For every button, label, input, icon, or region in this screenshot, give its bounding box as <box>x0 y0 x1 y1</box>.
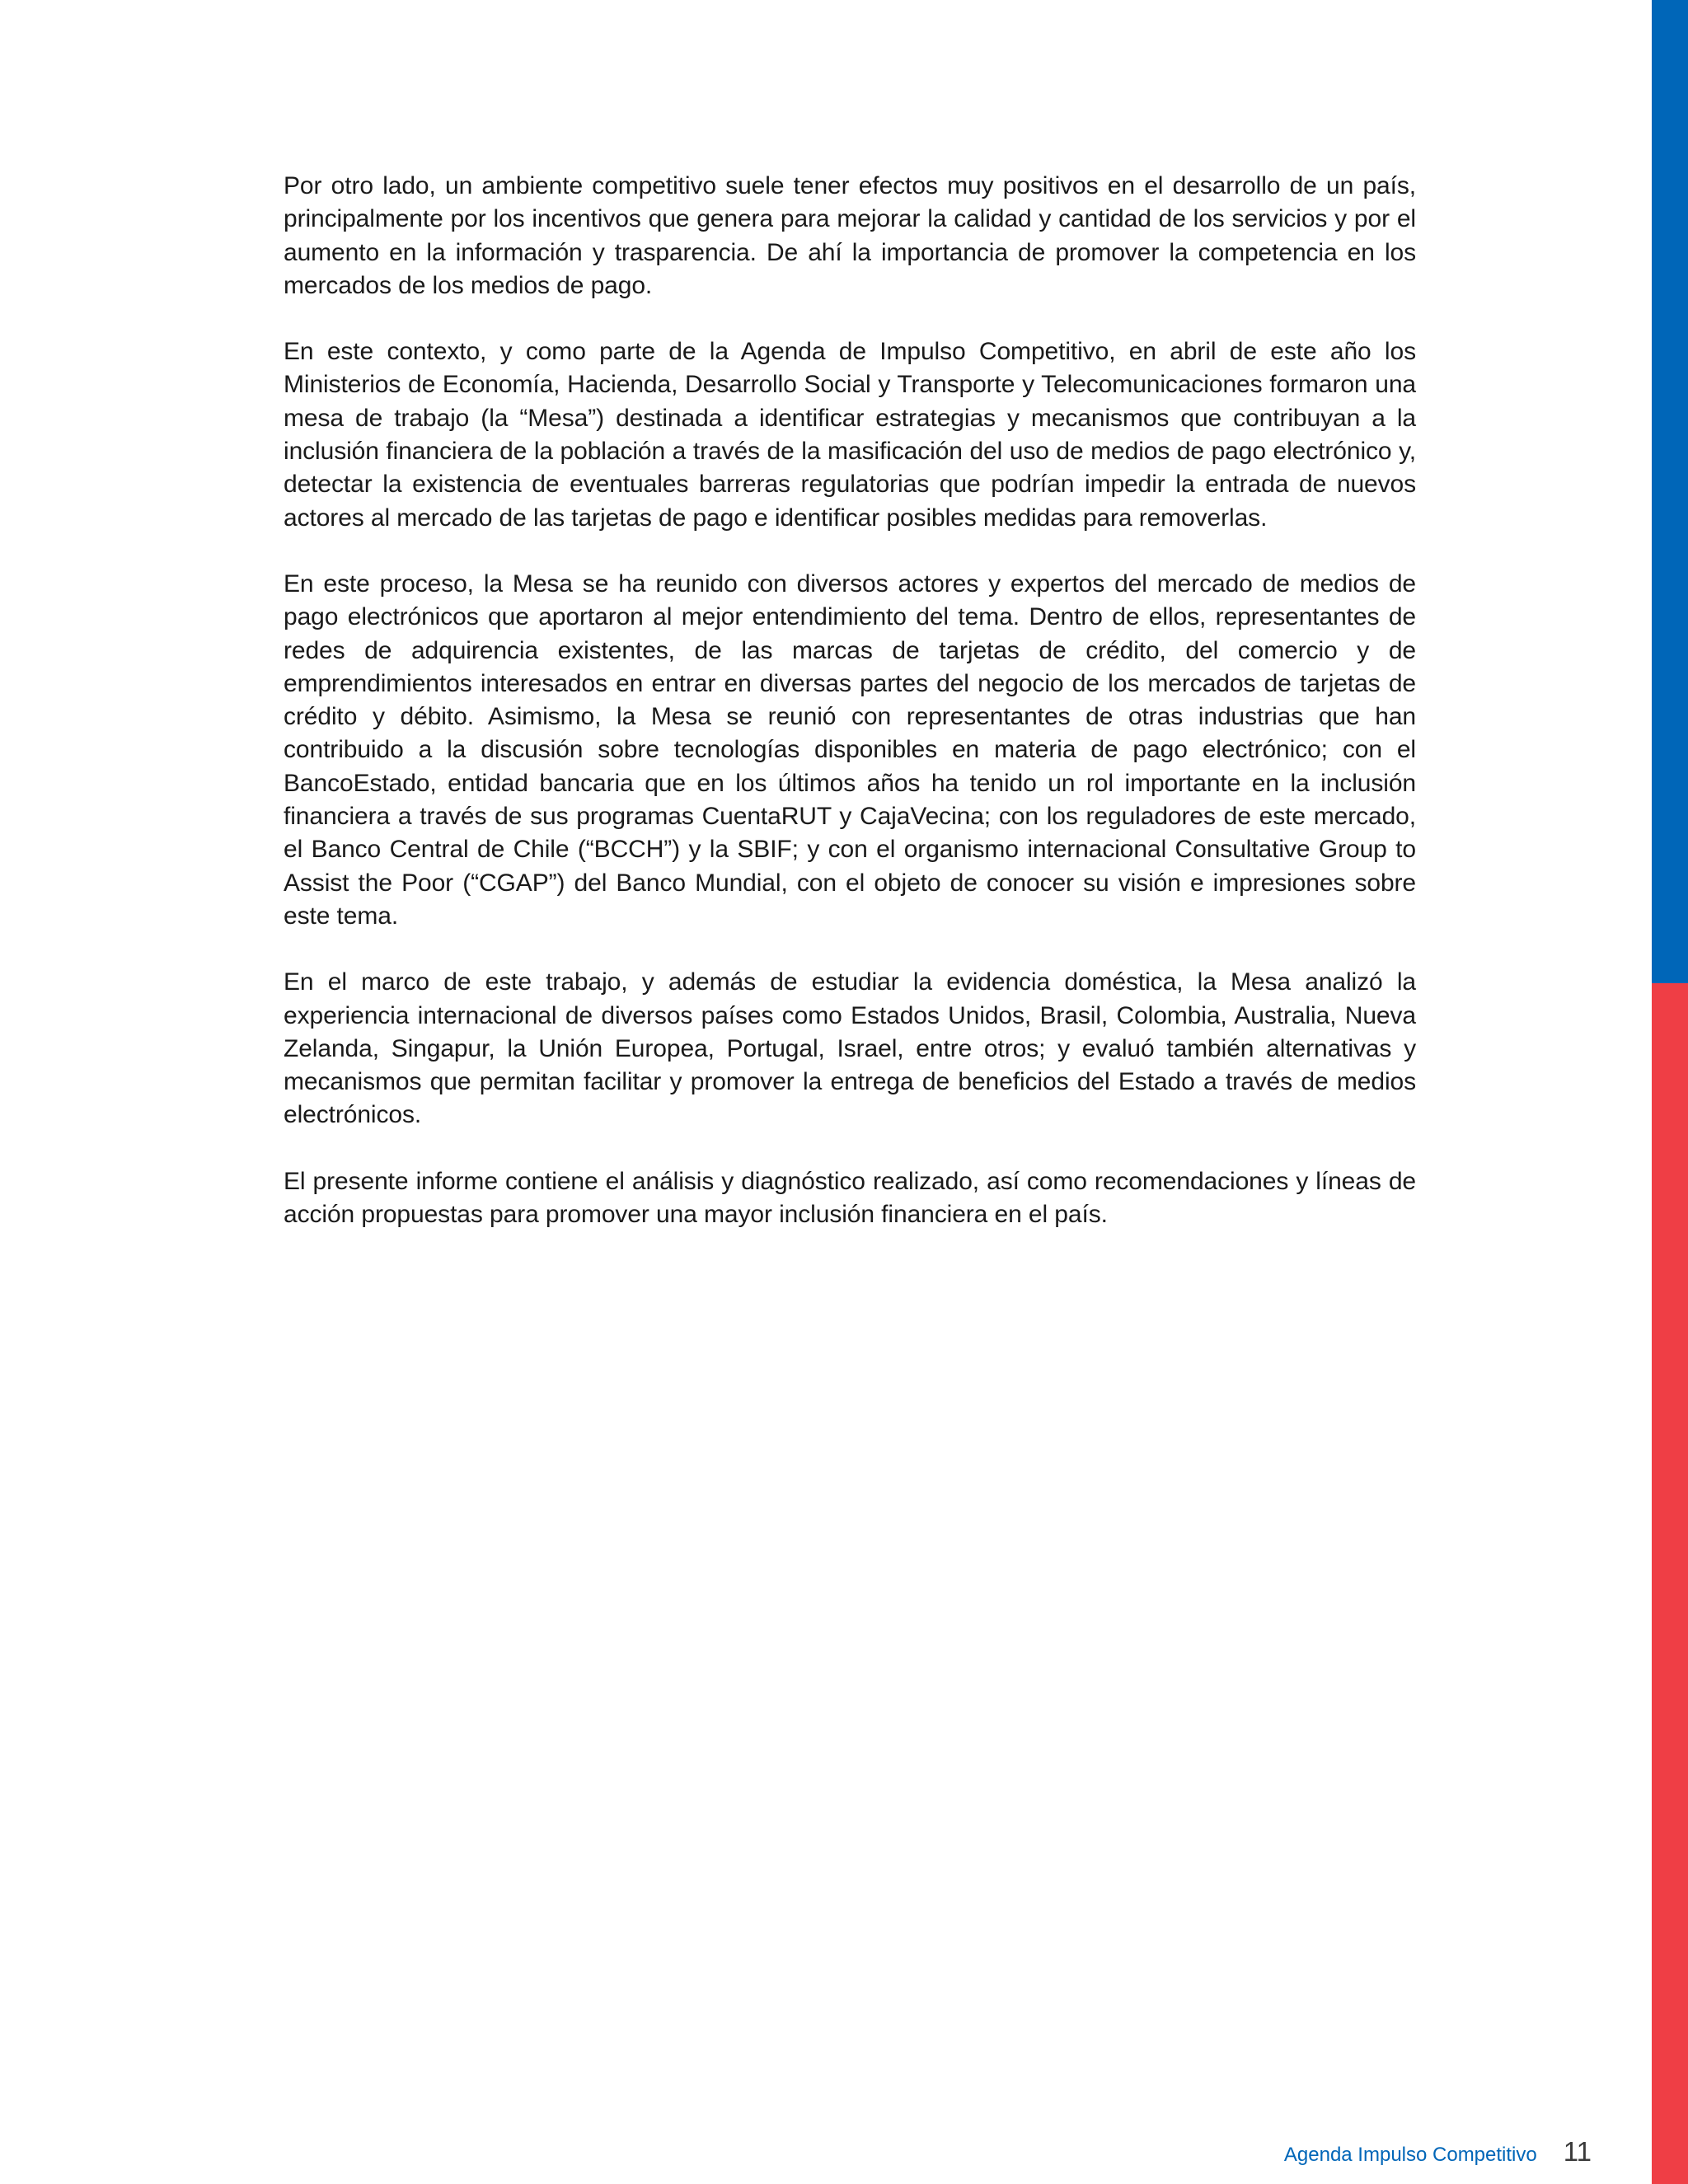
paragraph-2: En este contexto, y como parte de la Agenda de Impulso Competitivo, en abril de este año los Ministerios de Economía, Hacienda, Desarrollo Social y Transporte y Telecomunicaciones formaron una mesa de trabajo (la “Mesa”) destinada a identificar estrategias y mecanismos que contribuyan a la inclusión financiera de la población a través de la masificación del uso de medios de pago electrónico y, detectar la existencia de eventuales barreras regulatorias que podrían impedir la entrada de nuevos actores al mercado de las tarjetas de pago e identificar posibles medidas para removerlas. <box>284 338 1416 532</box>
footer-title: Agenda Impulso Competitivo <box>1283 2144 1537 2166</box>
paragraph-4: En el marco de este trabajo, y además de estudiar la evidencia doméstica, la Mesa analizó la experiencia internacional de diversos países como Estados Unidos, Brasil, Colombia, Australia, Nueva Zelanda, Singapur, la Unión Europea, Portugal, Israel, entre otros; y evaluó también alternativas y mecanismos que permitan facilitar y promover la entrega de beneficios del Estado a través de medios electrónicos. <box>284 968 1416 1129</box>
page-footer <box>1284 2136 1592 2168</box>
paragraph-5: El presente informe contiene el análisis y diagnóstico realizado, así como recomendaciones y líneas de acción propuestas para promover una mayor inclusión financiera en el país. <box>284 1167 1416 1229</box>
side-color-band-bottom <box>1652 983 1688 2184</box>
paragraph-3: En este proceso, la Mesa se ha reunido con diversos actores y expertos del mercado de medios de pago electrónicos que aportaron al mejor entendimiento del tema. Dentro de ellos, representantes de redes de adquirencia existentes, de las marcas de tarjetas de crédito, del comercio y de emprendimientos interesados en entrar en diversas partes del negocio de los mercados de tarjetas de crédito y débito. Asimismo, la Mesa se reunió con representantes de otras industrias que han contribuido a la discusión sobre tecnologías disponibles en materia de pago electrónico; con el BancoEstado, entidad bancaria que en los últimos años ha tenido un rol importante en la inclusión financiera a través de sus programas CuentaRUT y CajaVecina; con los reguladores de este mercado, el Banco Central de Chile (“BCCH”) y la SBIF; y con el organismo internacional Consultative Group to Assist the Poor (“CGAP”) del Banco Mundial, con el objeto de conocer su visión e impresiones sobre este tema. <box>284 569 1416 930</box>
body-text <box>284 170 1416 1264</box>
side-color-band-top <box>1652 0 1688 983</box>
paragraph-1: Por otro lado, un ambiente competitivo suele tener efectos muy positivos en el desarrollo de un país, principalmente por los incentivos que genera para mejorar la calidad y cantidad de los servicios y por el aumento en la información y trasparencia. De ahí la importancia de promover la competencia en los mercados de los medios de pago. <box>284 172 1416 299</box>
page-number: 11 <box>1563 2136 1592 2167</box>
